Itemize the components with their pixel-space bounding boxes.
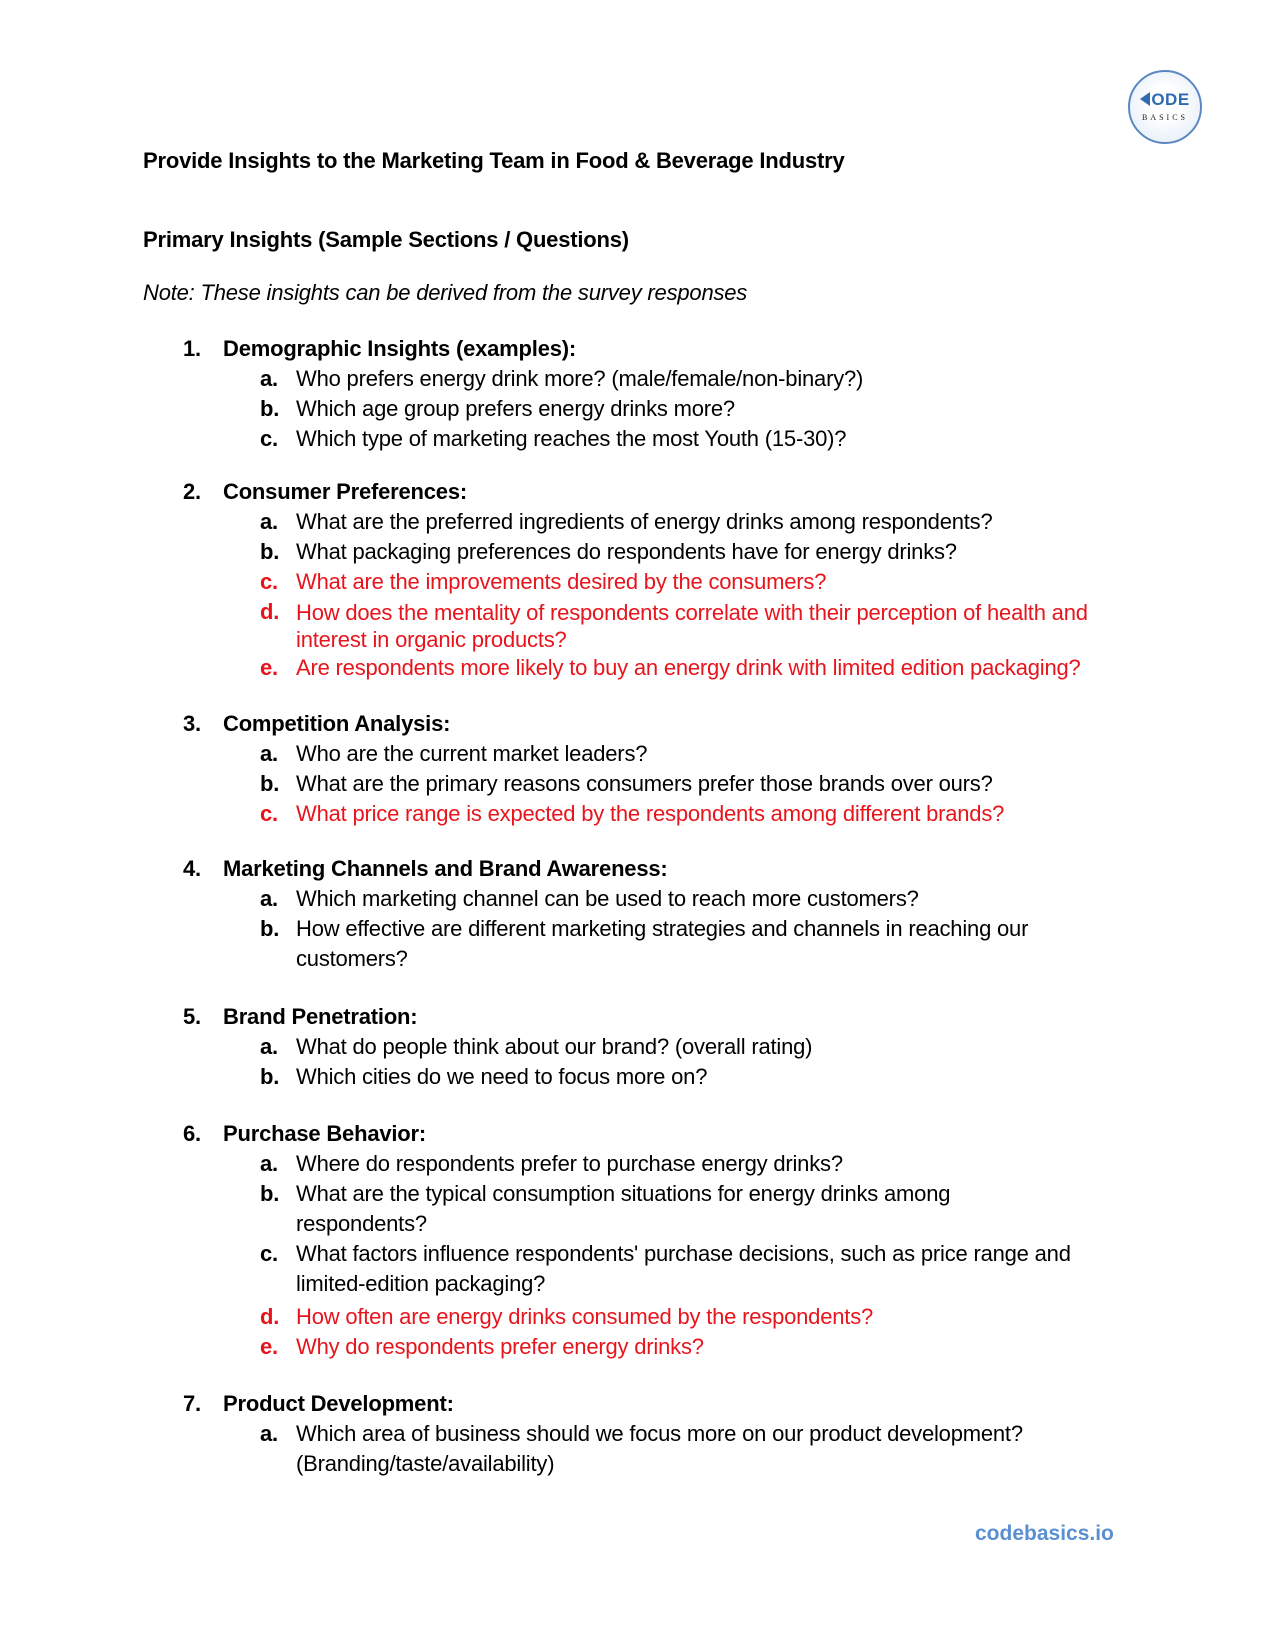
item-text: Where do respondents prefer to purchase energy drinks? [296, 1151, 843, 1176]
item-label: d. [260, 599, 280, 624]
list-item-highlighted [260, 567, 1143, 597]
logo-basics-text: BASICS [1141, 113, 1188, 122]
footer-link[interactable]: codebasics.io [975, 1522, 1114, 1545]
item-text: What factors influence respondents' purchase decisions, such as price range and limited-edition packaging? [296, 1241, 1071, 1296]
item-text: What do people think about our brand? (overall rating) [296, 1034, 813, 1059]
list-item [260, 914, 1143, 974]
item-label: a. [260, 1034, 278, 1059]
item-label: c. [260, 426, 278, 451]
list-item [260, 507, 1143, 537]
list-item-highlighted [260, 1332, 1143, 1362]
codebasics-logo [1128, 70, 1202, 144]
item-label: b. [260, 771, 280, 796]
item-label: a. [260, 366, 278, 391]
section-title: Demographic Insights (examples): [223, 336, 577, 361]
section-number: 2. [183, 479, 201, 504]
item-text: What price range is expected by the respondents among different brands? [296, 801, 1005, 826]
section-number: 3. [183, 711, 201, 736]
section-heading: Primary Insights (Sample Sections / Questions) [143, 227, 629, 252]
item-text: Who prefers energy drink more? (male/female/non-binary?) [296, 366, 864, 391]
logo-code-text: ODE [1151, 90, 1190, 109]
list-item [260, 739, 1143, 769]
item-label: a. [260, 1151, 278, 1176]
item-label: e. [260, 655, 278, 680]
item-text: What are the preferred ingredients of energy drinks among respondents? [296, 509, 993, 534]
item-label: b. [260, 396, 280, 421]
item-text: Who are the current market leaders? [296, 741, 648, 766]
logo-wordmark [1130, 90, 1200, 110]
section-product-development [183, 1389, 1143, 1479]
item-text: Which age group prefers energy drinks more? [296, 396, 735, 421]
section-title: Competition Analysis: [223, 711, 451, 736]
item-text: What packaging preferences do respondents have for energy drinks? [296, 539, 957, 564]
logo-chevron-icon [1140, 92, 1150, 106]
item-label: b. [260, 1181, 280, 1206]
section-title: Purchase Behavior: [223, 1121, 427, 1146]
item-label: a. [260, 509, 278, 534]
list-item [260, 1032, 1143, 1062]
item-text: What are the improvements desired by the consumers? [296, 569, 827, 594]
section-title: Consumer Preferences: [223, 479, 468, 504]
item-text: Why do respondents prefer energy drinks? [296, 1334, 704, 1359]
list-item-highlighted [260, 799, 1143, 829]
item-text: Which marketing channel can be used to reach more customers? [296, 886, 919, 911]
item-text: How often are energy drinks consumed by the respondents? [296, 1304, 874, 1329]
section-consumer-preferences [183, 477, 1143, 683]
section-demographic-insights [183, 334, 1143, 454]
list-item [260, 394, 1143, 424]
item-label: e. [260, 1334, 278, 1359]
list-item [260, 424, 1143, 454]
section-number: 1. [183, 336, 201, 361]
item-text: Which cities do we need to focus more on? [296, 1064, 708, 1089]
list-item [260, 1149, 1143, 1179]
list-item [260, 1062, 1143, 1092]
item-text: Are respondents more likely to buy an energy drink with limited edition packaging? [296, 655, 1081, 680]
item-label: a. [260, 886, 278, 911]
section-number: 6. [183, 1121, 201, 1146]
note-text: Note: These insights can be derived from the survey responses [143, 280, 748, 305]
item-label: c. [260, 801, 278, 826]
section-number: 7. [183, 1391, 201, 1416]
list-item [260, 1419, 1143, 1479]
list-item [260, 537, 1143, 567]
item-label: b. [260, 1064, 280, 1089]
list-item [260, 1179, 1143, 1239]
item-text: How does the mentality of respondents correlate with their perception of health and interest in organic products? [296, 600, 1088, 652]
section-brand-penetration [183, 1002, 1143, 1092]
item-text: What are the primary reasons consumers prefer those brands over ours? [296, 771, 993, 796]
item-text: Which type of marketing reaches the most Youth (15-30)? [296, 426, 847, 451]
item-text: What are the typical consumption situations for energy drinks among respondents? [296, 1181, 951, 1236]
item-text: Which area of business should we focus more on our product development? (Branding/taste/availability) [296, 1421, 1023, 1476]
item-label: d. [260, 1304, 280, 1329]
list-item-highlighted [260, 653, 1143, 683]
item-label: a. [260, 1421, 278, 1446]
section-number: 4. [183, 856, 201, 881]
section-title: Marketing Channels and Brand Awareness: [223, 856, 668, 881]
item-label: c. [260, 569, 278, 594]
section-number: 5. [183, 1004, 201, 1029]
section-purchase-behavior [183, 1119, 1143, 1362]
section-title: Brand Penetration: [223, 1004, 418, 1029]
section-competition-analysis [183, 709, 1143, 829]
item-text: How effective are different marketing strategies and channels in reaching our customers? [296, 916, 1029, 971]
item-label: a. [260, 741, 278, 766]
section-marketing-channels [183, 854, 1143, 974]
document-title: Provide Insights to the Marketing Team in Food & Beverage Industry [143, 148, 845, 173]
list-item [260, 364, 1143, 394]
item-label: b. [260, 916, 280, 941]
list-item [260, 1239, 1143, 1299]
list-item [260, 884, 1143, 914]
section-title: Product Development: [223, 1391, 454, 1416]
list-item [260, 769, 1143, 799]
list-item-highlighted [260, 597, 1143, 653]
item-label: c. [260, 1241, 278, 1266]
list-item-highlighted [260, 1302, 1143, 1332]
item-label: b. [260, 539, 280, 564]
